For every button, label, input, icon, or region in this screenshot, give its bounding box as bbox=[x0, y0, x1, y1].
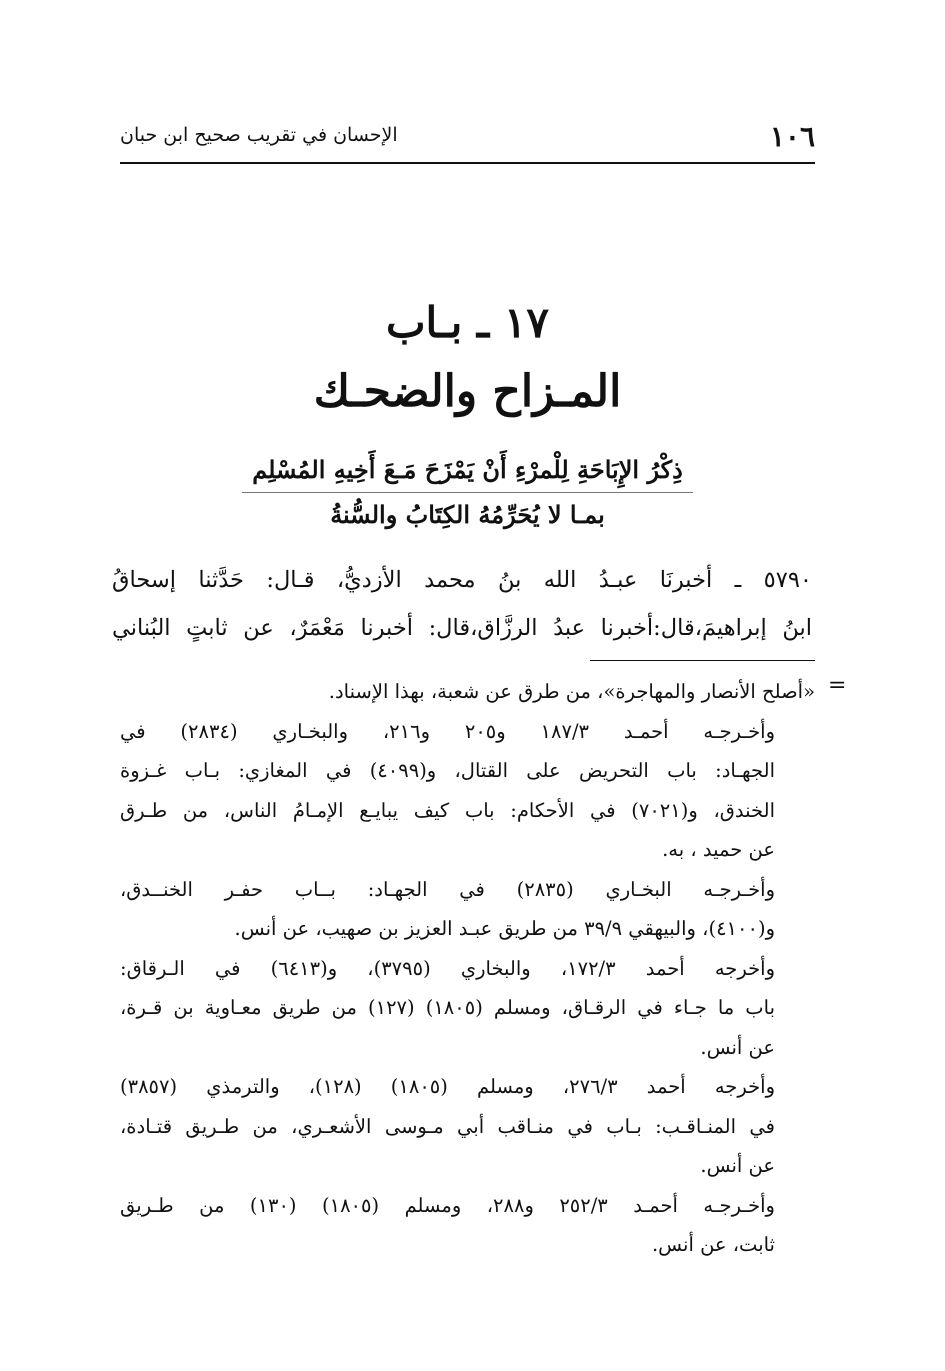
book-title: الإحسان في تقريب صحيح ابن حبان bbox=[120, 124, 398, 146]
footnote-line: باب ما جـاء في الرقـاق، ومسلم (١٨٠٥) (١٢٧) من طريق معـاوية بن قـرة، bbox=[120, 996, 776, 1019]
section-heading-line-1: ذِكْرُ الإِبَاحَةِ لِلْمرْءِ أَنْ يَمْزَحَ مَـعَ أَخِيهِ المُسْلِم bbox=[242, 448, 693, 493]
footnote-line: وأخـرجـه أحمـد ٢٥٢/٣ و٢٨٨، ومسلم (١٨٠٥) (١٣٠) من طـريق bbox=[120, 1193, 775, 1217]
footnote-line: وأخـرجـه البخـاري (٢٨٣٥) في الجهـاد: بــاب حفـر الخنــدق، bbox=[120, 877, 775, 901]
footnote-line: عن أنس. bbox=[700, 1154, 775, 1177]
hadith-line-1: ٥٧٩٠ ـ أخبرنَا عبـدُ الله بنُ محمد الأزديُّ، قـال: حَدَّثنا إسحاقُ bbox=[112, 567, 812, 593]
footnote-line: وأخرجه أحمد ١٧٢/٣، والبخاري (٣٧٩٥)، و(٦٤١٣) في الـرقاق: bbox=[120, 956, 776, 980]
running-header bbox=[120, 118, 815, 158]
footnote-paragraph bbox=[120, 712, 815, 870]
footnote-line: وأخرجه أحمد ٢٧٦/٣، ومسلم (١٨٠٥) (١٢٨)، والترمذي (٣٨٥٧) bbox=[120, 1075, 775, 1098]
footnote-paragraph bbox=[120, 870, 815, 949]
page-number: ١٠٦ bbox=[769, 120, 815, 153]
footnotes bbox=[120, 672, 815, 1265]
footnote-line: «أصلح الأنصار والمهاجرة»، من طرق عن شعبة، بهذا الإسناد. bbox=[328, 680, 815, 703]
footnote-paragraph bbox=[120, 672, 815, 712]
chapter-number: ١٧ ـ بـاب bbox=[385, 298, 549, 347]
hadith-line-2: ابنُ إبراهيمَ،قال:أخبرنا عبدُ الرزَّاق،قال: أخبرنا مَعْمَرٌ، عن ثابتٍ البُناني bbox=[112, 615, 812, 641]
footnote-line: عن حميد ، به. bbox=[662, 838, 775, 861]
footnote-line: الخندق، و(٧٠٢١) في الأحكام: باب كيف يبايـع الإمـامُ الناس، من طـرق bbox=[120, 798, 775, 822]
chapter-title: المـزاح والضحـك bbox=[313, 366, 622, 417]
footnote-line: الجهـاد: باب التحريض على القتال، و(٤٠٩٩) في المغازي: بـاب غـزوة bbox=[120, 759, 775, 782]
footnote-line: و(٤١٠٠)، والبيهقي ٣٩/٩ من طريق عبـد العزيز بن صهيب، عن أنس. bbox=[234, 917, 775, 940]
header-rule bbox=[120, 162, 815, 164]
footnote-continuation-mark: = bbox=[828, 673, 847, 698]
section-heading-line-2: بمـا لا يُحَرِّمُهُ الكِتَابُ والسُّنةُ bbox=[330, 500, 605, 529]
hadith-text bbox=[112, 556, 812, 652]
footnote-line: في المنـاقـب: بـاب في منـاقب أبي مـوسى الأشعـري، من طـريق قتـادة، bbox=[120, 1114, 775, 1138]
footnote-paragraph bbox=[120, 1186, 815, 1265]
footnote-paragraph bbox=[120, 949, 815, 1068]
footnote-line: عن أنس. bbox=[700, 1035, 775, 1059]
footnote-line: وأخـرجـه أحمـد ١٨٧/٣ و٢٠٥ و٢١٦، والبخـاري (٢٨٣٤) في bbox=[120, 719, 775, 743]
section-heading bbox=[120, 448, 815, 537]
footnote-line: ثابت، عن أنس. bbox=[651, 1233, 775, 1256]
footnote-paragraph bbox=[120, 1067, 815, 1186]
footnote-separator bbox=[590, 660, 815, 661]
chapter-heading bbox=[120, 292, 815, 424]
